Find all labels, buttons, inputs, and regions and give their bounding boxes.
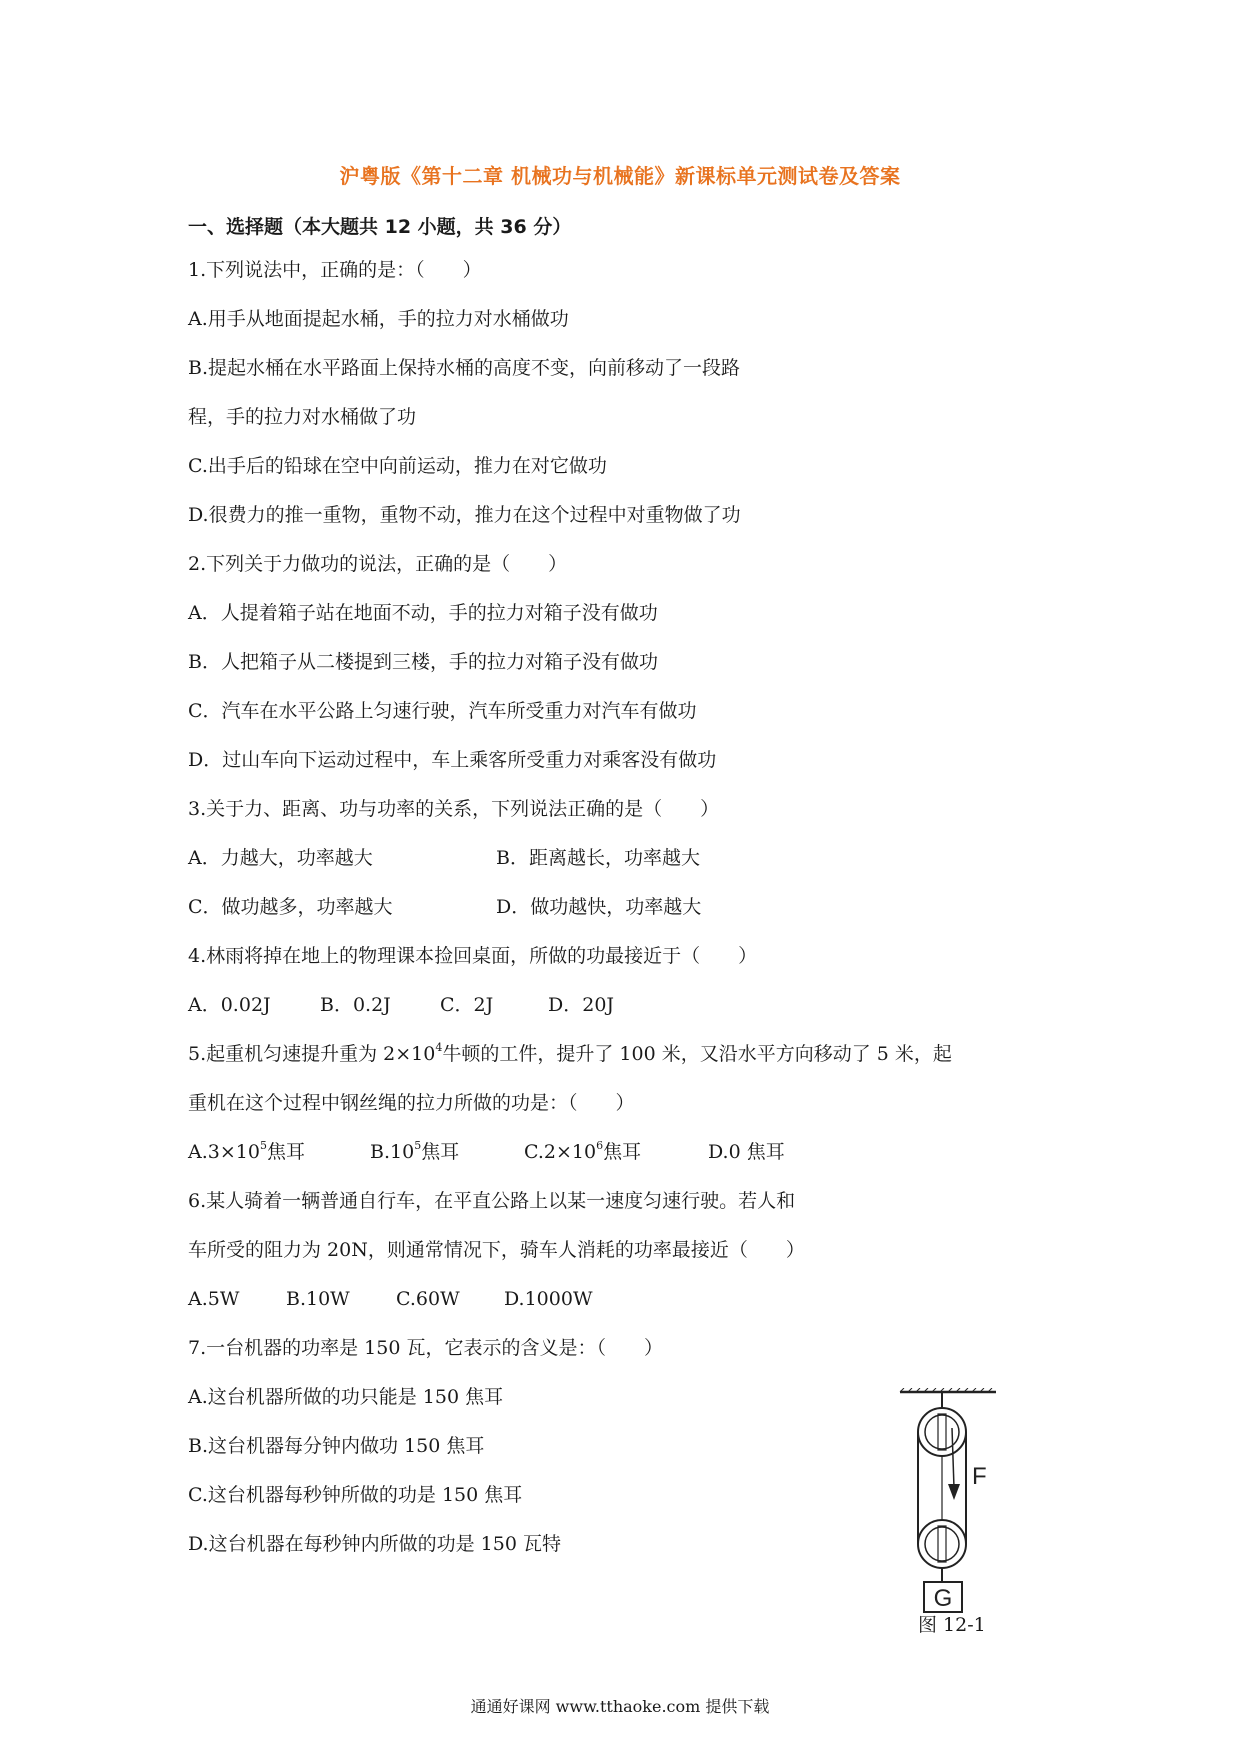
question-1-option-a: A.用手从地面提起水桶，手的拉力对水桶做功 [188,308,569,330]
question-2-option-d: D．过山车向下运动过程中，车上乘客所受重力对乘客没有做功 [188,749,717,771]
question-2-option-a: A．人提着箱子站在地面不动，手的拉力对箱子没有做功 [188,602,658,624]
question-6-option-a: A.5W [188,1288,240,1310]
force-arrow [948,1484,960,1500]
pulley-system-figure [896,1388,1006,1638]
question-4-option-c: C．2J [440,994,494,1016]
question-7-option-a: A.这台机器所做的功只能是 150 焦耳 [188,1386,504,1408]
question-4-option-d: D．20J [548,994,615,1016]
question-7-stem: 7.一台机器的功率是 150 瓦，它表示的含义是：（ ） [188,1337,663,1359]
question-7-option-c: C.这台机器每秒钟所做的功是 150 焦耳 [188,1484,523,1506]
question-6-option-d: D.1000W [504,1288,593,1310]
question-4-option-a: A．0.02J [188,994,271,1016]
question-6-stem: 6.某人骑着一辆普通自行车，在平直公路上以某一速度匀速行驶。若人和 [188,1190,796,1212]
question-3-option-d: D．做功越快，功率越大 [496,896,702,918]
question-1-option-b-continued: 程，手的拉力对水桶做了功 [188,406,417,428]
question-5-stem-continued: 重机在这个过程中钢丝绳的拉力所做的功是：（ ） [188,1092,635,1114]
section-heading: 一、选择题（本大题共 12 小题，共 36 分） [188,216,572,238]
question-3-option-c: C．做功越多，功率越大 [188,896,393,918]
lower-pulley-axle-frame [938,1526,946,1562]
question-2-stem: 2.下列关于力做功的说法，正确的是（ ） [188,553,568,575]
question-5-option-d: D.0 焦耳 [708,1141,785,1163]
question-3-option-b: B．距离越长，功率越大 [496,847,700,869]
question-5-stem: 5.起重机匀速提升重为 $2\times 10^4$牛顿的工件，提升了 100 米，又沿水平方向移动了 5 米，起 [188,1041,952,1065]
question-1-stem: 1.下列说法中，正确的是：（ ） [188,259,482,281]
footer-source: 通通好课网 www.tthaoke.com 提供下载 [470,1697,770,1716]
upper-pulley-inner [925,1415,959,1449]
question-6-option-b: B.10W [286,1288,350,1310]
upper-pulley-axle-frame [938,1414,946,1450]
question-7-option-b: B.这台机器每分钟内做功 150 焦耳 [188,1435,485,1457]
question-2-option-c: C．汽车在水平公路上匀速行驶，汽车所受重力对汽车有做功 [188,700,697,722]
figure-caption: 图 12-1 [918,1614,986,1636]
question-1-option-b: B.提起水桶在水平路面上保持水桶的高度不变，向前移动了一段路 [188,357,741,379]
question-6-stem-continued: 车所受的阻力为 20N，则通常情况下，骑车人消耗的功率最接近（ ） [188,1239,805,1261]
question-7-option-d: D.这台机器在每秒钟内所做的功是 150 瓦特 [188,1533,561,1555]
question-5-option-c: $C.2\times 10^6$焦耳 [524,1139,642,1163]
question-5-option-b: $B.10^5$焦耳 [370,1139,460,1163]
question-3-option-a: A．力越大，功率越大 [188,847,373,869]
question-4-stem: 4.林雨将掉在地上的物理课本捡回桌面，所做的功最接近于（ ） [188,945,758,967]
weight-label: G [933,1585,953,1612]
question-3-stem: 3.关于力、距离、功与功率的关系，下列说法正确的是（ ） [188,798,720,820]
question-1-option-d: D.很费力的推一重物，重物不动，推力在这个过程中对重物做了功 [188,504,741,526]
document-title: 沪粤版《第十二章 机械功与机械能》新课标单元测试卷及答案 [339,164,901,188]
force-label: F [972,1463,987,1490]
question-2-option-b: B．人把箱子从二楼提到三楼，手的拉力对箱子没有做功 [188,651,658,673]
question-4-option-b: B．0.2J [320,994,391,1016]
question-1-option-c: C.出手后的铅球在空中向前运动，推力在对它做功 [188,455,607,477]
pulling-rope [952,1428,954,1488]
question-6-option-c: C.60W [396,1288,460,1310]
question-5-option-a: $A.3\times 10^5$焦耳 [188,1139,305,1163]
lower-pulley-inner [925,1527,959,1561]
